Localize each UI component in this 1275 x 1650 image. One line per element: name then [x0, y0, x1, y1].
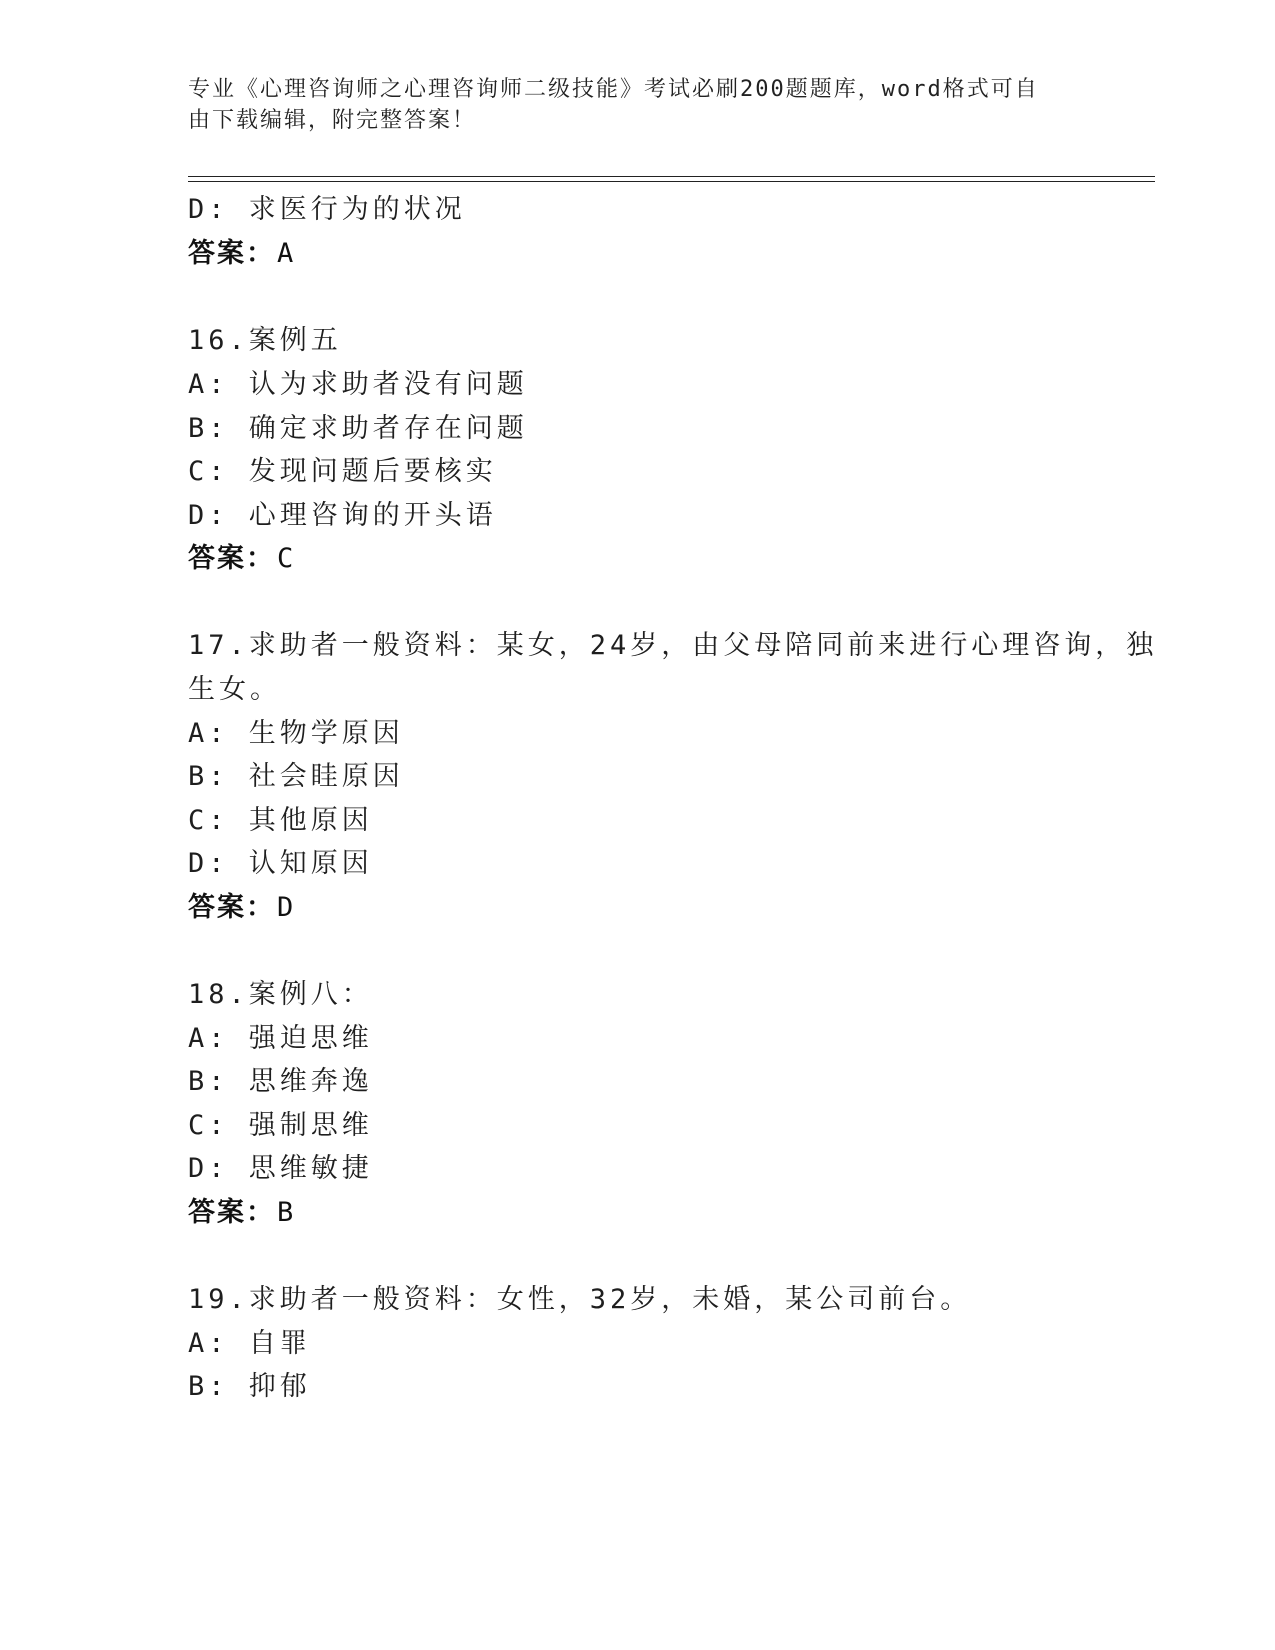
answer-label: 答案：	[188, 238, 275, 269]
q17-option-c: C: 其他原因	[188, 805, 373, 836]
q15-option-d: D: 求医行为的状况	[188, 194, 466, 225]
q17-option-a: A: 生物学原因	[188, 718, 404, 749]
q18-stem: 18.案例八：	[188, 979, 373, 1010]
q16-option-a: A: 认为求助者没有问题	[188, 369, 528, 400]
q17-option-d: D: 认知原因	[188, 848, 373, 879]
q17-option-b: B: 社会眭原因	[188, 761, 404, 792]
document-header	[188, 74, 1088, 136]
q17-stem-line-1: 17.求助者一般资料：某女，24岁，由父母陪同前来进行心理咨询，独	[188, 630, 1158, 661]
q19-option-b: B: 抑郁	[188, 1371, 311, 1402]
q16-option-b: B: 确定求助者存在问题	[188, 413, 528, 444]
header-line-1: 专业《心理咨询师之心理咨询师二级技能》考试必刷200题题库，word格式可自	[188, 77, 1039, 102]
q16-option-d: D: 心理咨询的开头语	[188, 500, 497, 531]
q18-answer	[188, 1196, 295, 1230]
answer-value: C	[277, 543, 296, 574]
answer-label: 答案：	[188, 892, 275, 923]
header-line-2: 由下载编辑，附完整答案！	[188, 108, 477, 133]
answer-label: 答案：	[188, 543, 275, 574]
q16-answer	[188, 542, 295, 576]
answer-value: A	[277, 238, 296, 269]
answer-label: 答案：	[188, 1197, 275, 1228]
answer-value: D	[277, 892, 296, 923]
header-rule-top	[188, 176, 1155, 177]
q18-option-d: D: 思维敏捷	[188, 1153, 373, 1184]
q19-option-a: A: 自罪	[188, 1328, 311, 1359]
q19-stem: 19.求助者一般资料：女性，32岁，未婚，某公司前台。	[188, 1284, 972, 1315]
q17-answer	[188, 891, 295, 925]
q17-stem-line-2: 生女。	[188, 674, 281, 705]
header-rule-bottom	[188, 181, 1155, 182]
answer-value: B	[277, 1197, 296, 1228]
q16-stem: 16.案例五	[188, 325, 342, 356]
q16-option-c: C: 发现问题后要核实	[188, 456, 497, 487]
q18-option-b: B: 思维奔逸	[188, 1066, 373, 1097]
q15-answer	[188, 237, 295, 271]
q18-option-c: C: 强制思维	[188, 1110, 373, 1141]
q18-option-a: A: 强迫思维	[188, 1023, 373, 1054]
